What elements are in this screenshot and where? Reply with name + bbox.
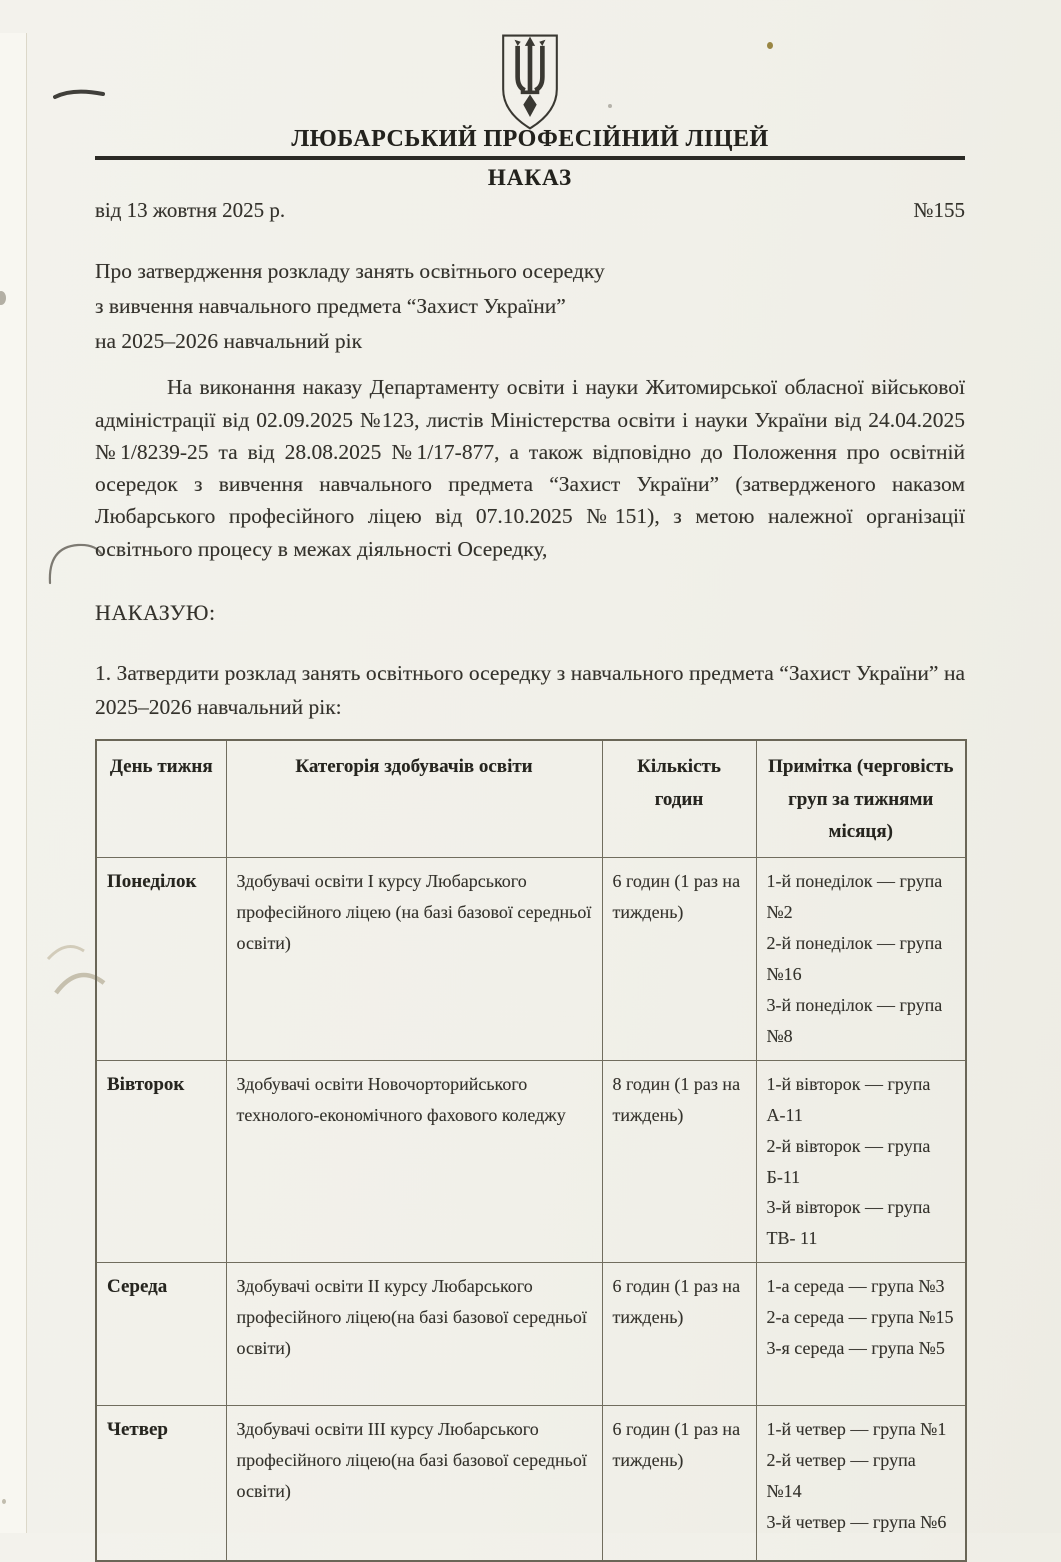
note-cell xyxy=(756,1060,966,1263)
category-cell: Здобувачі освіти Новочорторийського технолого-економічного фахового коледжу xyxy=(226,1060,602,1263)
table-row-wednesday xyxy=(96,1263,966,1406)
document-content xyxy=(0,33,1061,1562)
table-row-thursday xyxy=(96,1406,966,1561)
document-date: від 13 жовтня 2025 р. xyxy=(95,198,286,222)
hours-cell: 8 годин (1 раз на тиждень) xyxy=(602,1060,756,1263)
document-type-heading: НАКАЗ xyxy=(487,165,573,190)
note-entry: 3-й вівторок — група ТВ- 11 xyxy=(766,1197,931,1249)
document-number: №155 xyxy=(913,198,965,222)
header-rule xyxy=(95,156,965,160)
subject-line: на 2025–2026 навчальний рік xyxy=(95,328,363,353)
table-header-row xyxy=(96,740,966,858)
date-number-row xyxy=(95,198,965,223)
table-header-hours: Кількість годин xyxy=(602,740,756,858)
subject-block xyxy=(95,254,965,358)
day-cell: Понеділок xyxy=(96,857,226,1060)
note-entry: 3-й четвер — група №6 xyxy=(766,1512,947,1533)
note-entry: 2-а середа — група №15 xyxy=(766,1307,954,1328)
note-cell xyxy=(756,1263,966,1406)
note-entry: 2-й вівторок — група Б-11 xyxy=(766,1135,931,1187)
day-cell: Середа xyxy=(96,1263,226,1406)
hours-cell: 6 годин (1 раз на тиждень) xyxy=(602,1406,756,1561)
note-entry: 1-а середа — група №3 xyxy=(766,1276,945,1297)
note-entry: 3-я середа — група №5 xyxy=(766,1338,945,1359)
hours-cell: 6 годин (1 раз на тиждень) xyxy=(602,1263,756,1406)
institution-title: ЛЮБАРСЬКИЙ ПРОФЕСІЙНИЙ ЛІЦЕЙ xyxy=(291,126,769,152)
ukraine-trident-emblem-icon xyxy=(497,33,563,133)
note-entry: 1-й четвер — група №1 xyxy=(766,1419,947,1440)
schedule-table xyxy=(95,739,967,1562)
note-cell xyxy=(756,857,966,1060)
note-entry: 3-й понеділок — група №8 xyxy=(766,994,943,1046)
note-entry: 1-й понеділок — група №2 xyxy=(766,870,943,922)
table-row-tuesday xyxy=(96,1060,966,1263)
table-header-category: Категорія здобувачів освіти xyxy=(226,740,602,858)
category-cell: Здобувачі освіти III курсу Любарського професійного ліцею(на базі базової середньої освіти) xyxy=(226,1406,602,1561)
table-row-monday xyxy=(96,857,966,1060)
note-cell xyxy=(756,1406,966,1561)
subject-line: Про затвердження розкладу занять освітнього осередку xyxy=(95,259,605,283)
note-entry: 2-й понеділок — група №16 xyxy=(766,932,943,984)
category-cell: Здобувачі освіти I курсу Любарського професійного ліцею (на базі базової середньої освіти) xyxy=(226,857,602,1060)
day-cell: Вівторок xyxy=(96,1060,226,1263)
table-header-note: Примітка (черговість груп за тижнями місяця) xyxy=(756,740,966,858)
note-entry: 1-й вівторок — група А-11 xyxy=(766,1073,931,1125)
subject-line: з вивчення навчального предмета “Захист України” xyxy=(95,293,566,318)
category-cell: Здобувачі освіти II курсу Любарського професійного ліцею(на базі базової середньої освіти) xyxy=(226,1263,602,1406)
note-entry: 2-й четвер — група №14 xyxy=(766,1450,916,1502)
order-keyword: НАКАЗУЮ: xyxy=(95,599,216,625)
scanned-document-page xyxy=(0,33,1061,1533)
preamble-paragraph: На виконання наказу Департаменту освіти і науки Житомирської обласної військової адміністрації від 02.09.2025 №123, листів Міністерства освіти і науки України від 24.04.2025 №1/8239-25 та від 28.08.2025 №1/17-877, а також відповідно до Положення про освітній осередок з вивчення навчального предмета “Захист України” (затвердженого наказом Любарського професійного ліцею від 07.10.2025 №151), з метою належної організації освітнього процесу в межах діяльності Осередку, xyxy=(95,375,965,561)
table-header-day: День тижня xyxy=(96,740,226,858)
hours-cell: 6 годин (1 раз на тиждень) xyxy=(602,857,756,1060)
order-item-1: 1. Затвердити розклад занять освітнього осередку з навчального предмета “Захист України” на 2025–2026 навчальний рік: xyxy=(95,660,965,719)
day-cell: Четвер xyxy=(96,1406,226,1561)
